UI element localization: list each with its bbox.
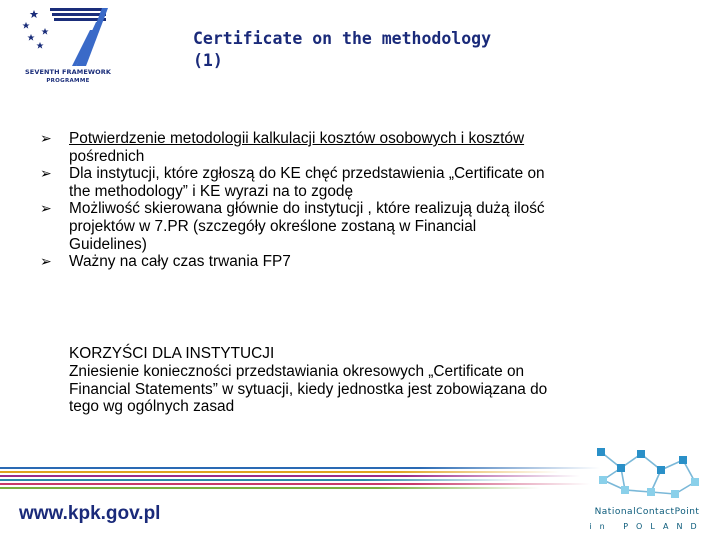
arrow-bullet-icon: ➢ (40, 131, 52, 147)
arrow-bullet-icon: ➢ (40, 201, 52, 218)
fp7-logo (22, 4, 114, 90)
ncp-logo (577, 440, 717, 540)
stripe-line (0, 483, 590, 485)
arrow-bullet-icon: ➢ (40, 254, 52, 271)
bullet-line: Potwierdzenie metodologii kalkulacji kosztów osobowych i kosztów (69, 130, 525, 147)
ncp-network-logo-icon (591, 440, 703, 504)
stripe-line (0, 479, 520, 481)
fp7-seven-logo-icon (22, 4, 114, 68)
decorative-stripes (0, 467, 600, 497)
bullet-line: Guidelines) (69, 235, 147, 253)
bullet-line: Ważny na cały czas trwania FP7 (69, 253, 291, 271)
benefits-heading: KORZYŚCI DLA INSTYTUCJI (69, 345, 275, 362)
bullet-line: Możliwość skierowana głównie do instytucji , które realizują dużą ilość (69, 200, 545, 218)
fp7-logo-line2: PROGRAMME (46, 78, 90, 84)
title-line-2: (1) (193, 51, 223, 70)
bullet-line: the methodology” i KE wyrazi na to zgodę (69, 182, 354, 200)
bullet-line: projektów w 7.PR (szczegóły określone zostaną w Financial (69, 217, 477, 235)
ncp-logo-line2: in POLAND (589, 522, 705, 531)
fp7-logo-line1: SEVENTH FRAMEWORK (25, 68, 111, 76)
ncp-logo-line1: NationalContactPoint (594, 507, 700, 517)
bullet-item (40, 130, 700, 165)
stripe-line (0, 467, 600, 469)
bullet-list (40, 130, 700, 271)
website-link[interactable]: www.kpk.gov.pl (19, 503, 161, 524)
stripe-line (0, 487, 540, 489)
stripe-line (0, 475, 580, 477)
title-line-1: Certificate on the methodology (193, 29, 492, 48)
bullet-line: Dla instytucji, które zgłoszą do KE chęć przedstawienia „Certificate on (69, 165, 545, 183)
bullet-item (40, 165, 700, 200)
bullet-item (40, 200, 700, 253)
stripe-line (0, 471, 560, 473)
bullet-item (40, 253, 700, 271)
benefits-line: tego wg ogólnych zasad (69, 398, 235, 416)
benefits-line: Financial Statements” w sytuacji, kiedy jednostka jest zobowiązana do (69, 380, 548, 398)
benefits-block (69, 345, 709, 416)
bullet-line: pośrednich (69, 147, 145, 165)
arrow-bullet-icon: ➢ (40, 166, 52, 183)
benefits-line: Zniesienie konieczności przedstawiania okresowych „Certificate on (69, 362, 525, 380)
slide-title (193, 28, 613, 72)
